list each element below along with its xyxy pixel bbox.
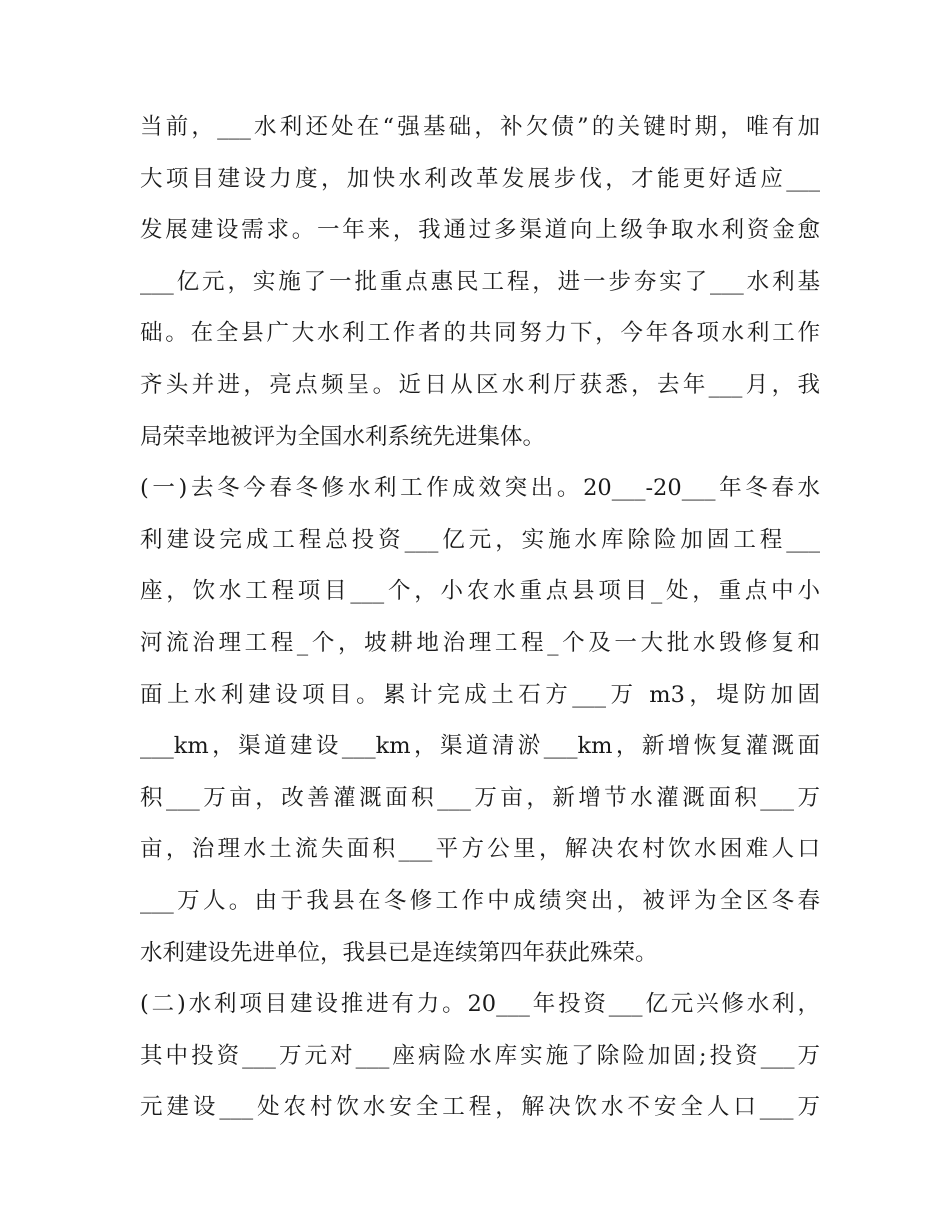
text-line: 座，饮水工程项目___个，小农水重点县项目_处，重点中小 <box>140 578 820 605</box>
text-line: (一)去冬今春冬修水利工作成效突出。20___-20___年冬春水 <box>140 475 820 502</box>
text-line: 其中投资___万元对___座病险水库实施了除险加固;投资___万 <box>140 1042 820 1069</box>
text-line: 齐头并进，亮点频呈。近日从区水利厅获悉，去年___月，我 <box>140 371 820 398</box>
text-line: 亩，治理水土流失面积___平方公里，解决农村饮水困难人口 <box>140 836 820 863</box>
text-line: 局荣幸地被评为全国水利系统先进集体。 <box>140 423 546 450</box>
text-line: ___万人。由于我县在冬修工作中成绩突出，被评为全区冬春 <box>140 887 820 914</box>
text-line: (二)水利项目建设推进有力。20___年投资___亿元兴修水利， <box>140 991 820 1018</box>
text-line: 元建设___处农村饮水安全工程，解决饮水不安全人口___万 <box>140 1094 820 1121</box>
text-line: ___亿元，实施了一批重点惠民工程，进一步夯实了___水利基 <box>140 268 820 295</box>
text-line: 大项目建设力度，加快水利改革发展步伐，才能更好适应___ <box>140 165 820 192</box>
text-line: 水利建设先进单位，我县已是连续第四年获此殊荣。 <box>140 939 658 966</box>
body-text <box>140 102 820 1134</box>
text-line: 发展建设需求。一年来，我通过多渠道向上级争取水利资金愈 <box>140 217 820 244</box>
text-line: 积___万亩，改善灌溉面积___万亩，新增节水灌溉面积___万 <box>140 784 820 811</box>
text-line: 面上水利建设项目。累计完成土石方___万 m3，堤防加固 <box>140 681 820 708</box>
text-line: 河流治理工程_个，坡耕地治理工程_个及一大批水毁修复和 <box>140 629 820 656</box>
text-line: 础。在全县广大水利工作者的共同努力下，今年各项水利工作 <box>140 320 820 347</box>
text-line: ___km，渠道建设___km，渠道清淤___km，新增恢复灌溉面 <box>140 733 820 760</box>
text-line: 利建设完成工程总投资___亿元，实施水库除险加固工程___ <box>140 526 820 553</box>
text-line: 当前，___水利还处在“强基础，补欠债”的关键时期，唯有加 <box>140 114 820 140</box>
